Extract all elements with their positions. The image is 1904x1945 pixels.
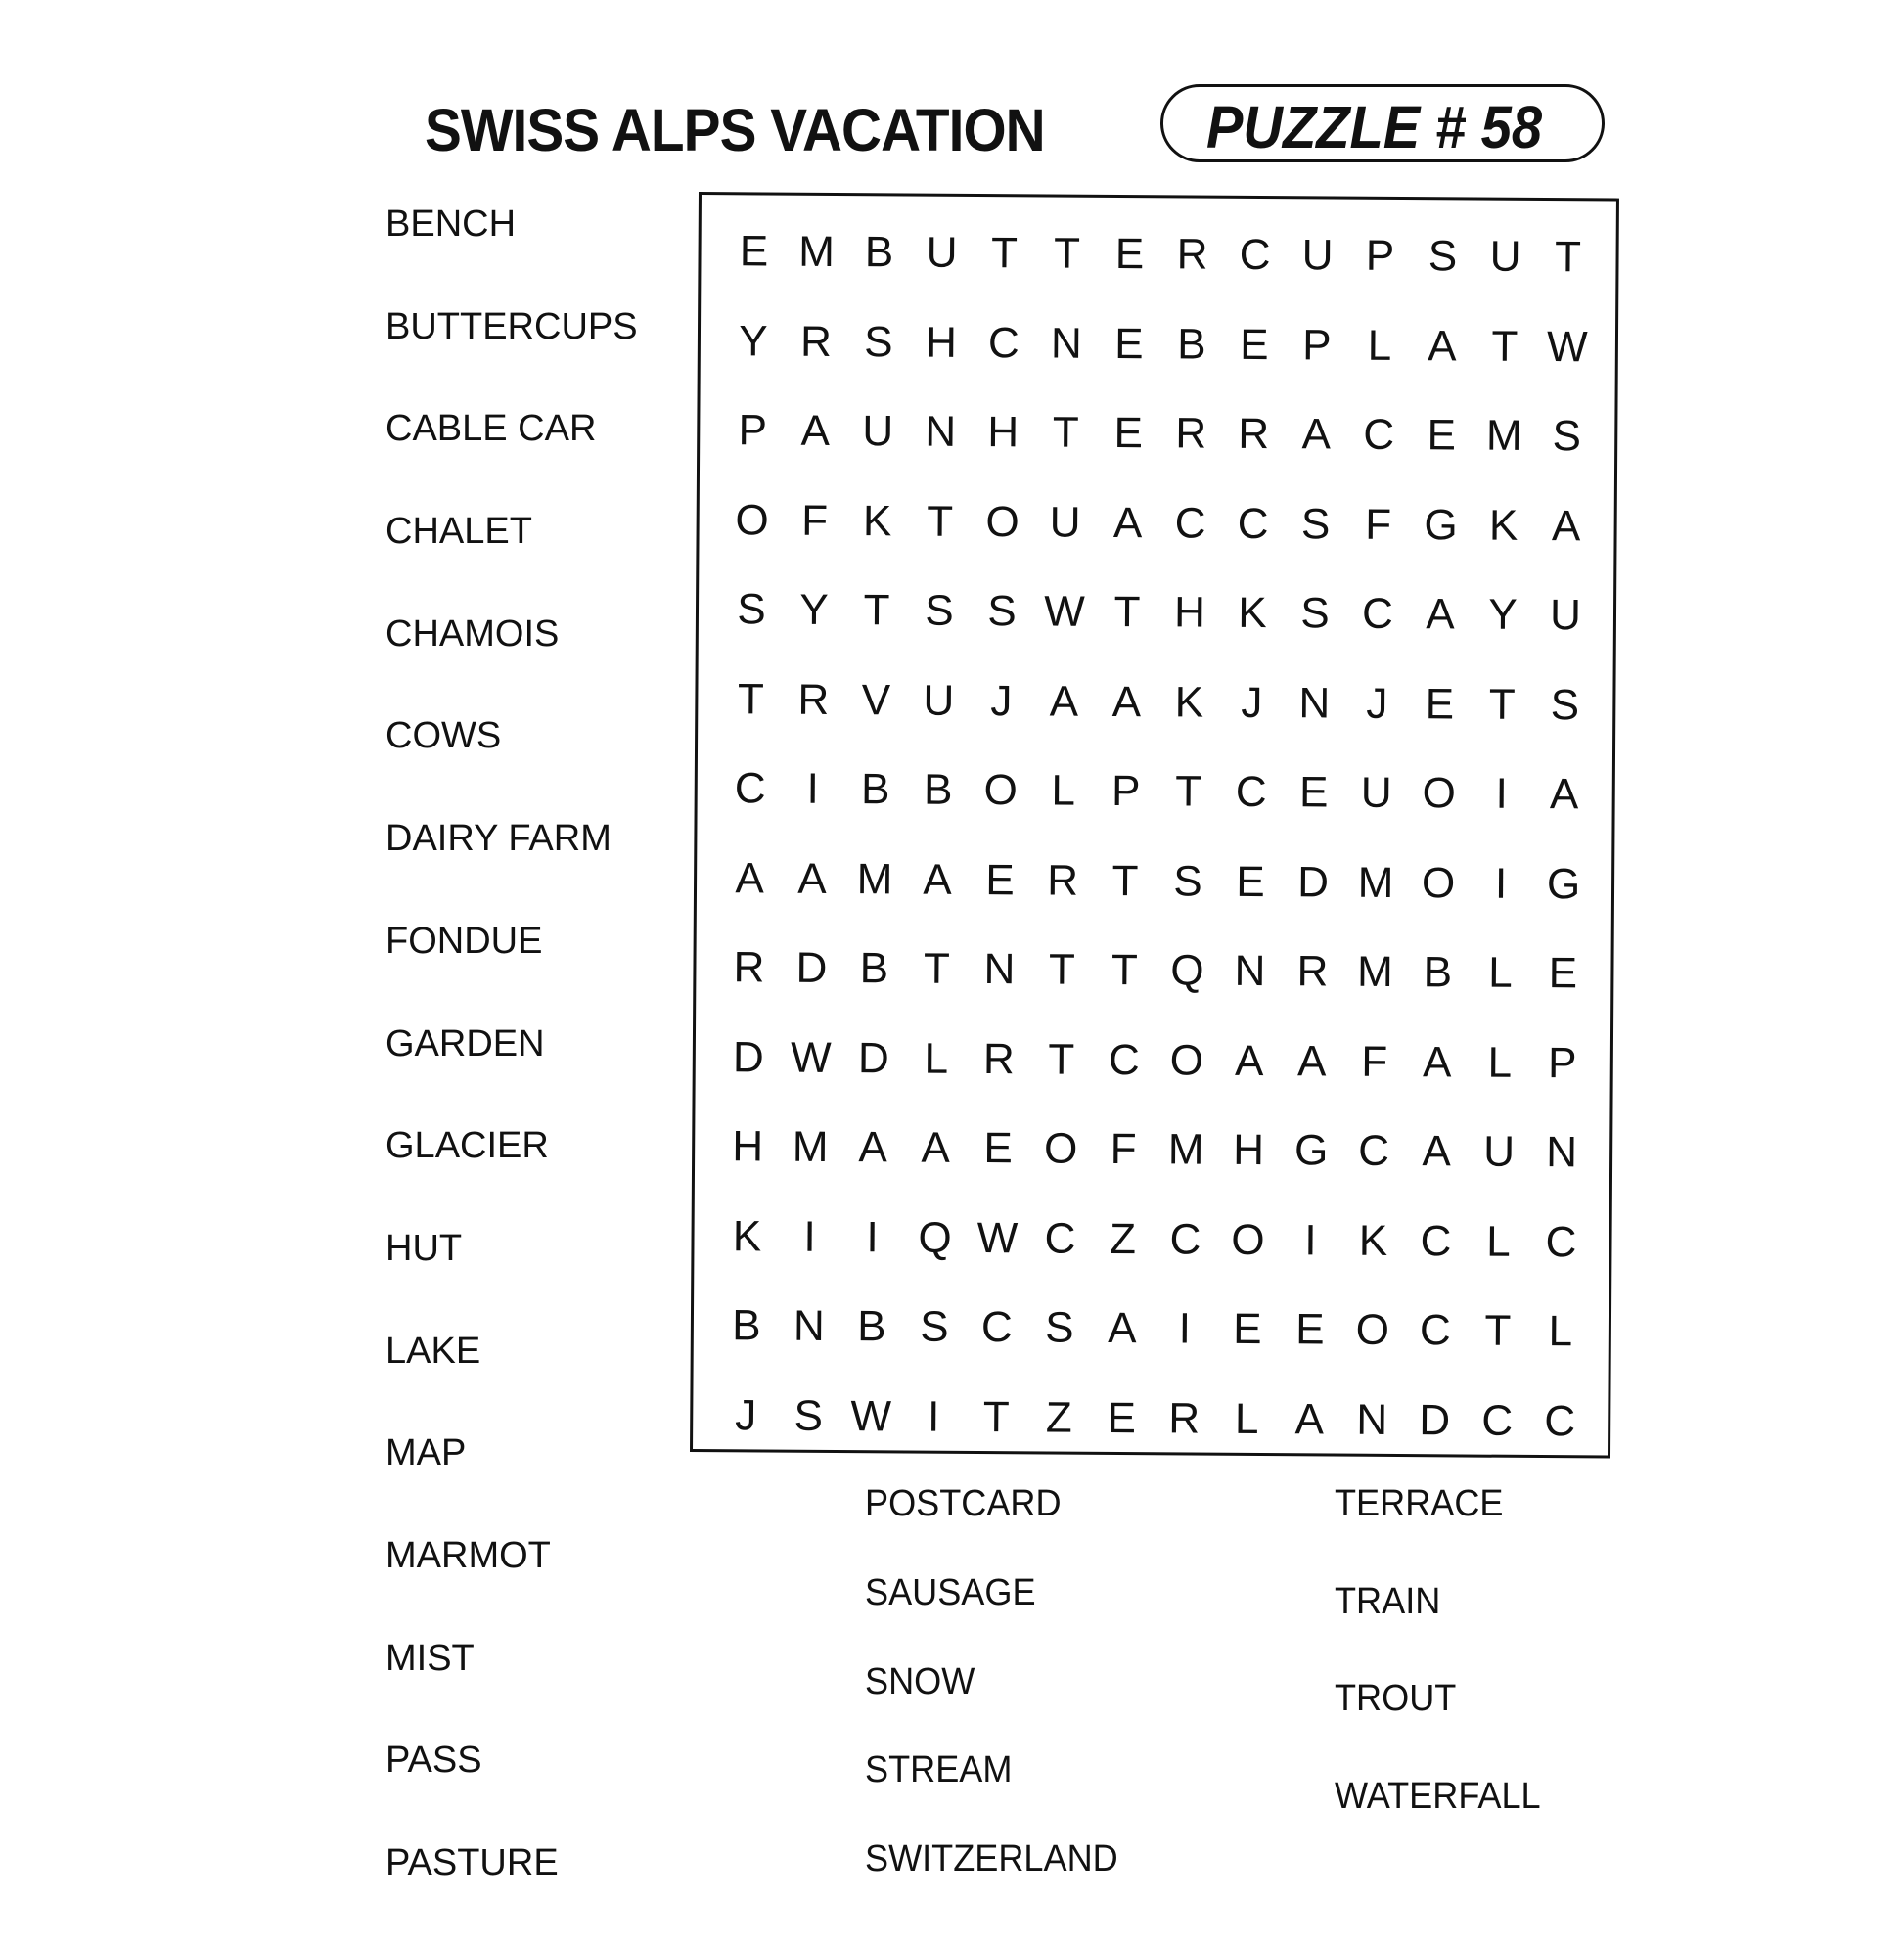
grid-letter[interactable]: C [1169, 1214, 1201, 1264]
grid-letter[interactable]: O [983, 766, 1019, 815]
grid-letter[interactable]: A [1551, 501, 1581, 550]
grid-letter[interactable]: K [862, 496, 892, 545]
grid-letter[interactable]: F [1365, 500, 1392, 549]
grid-letter[interactable]: H [1173, 588, 1206, 637]
grid-letter[interactable]: R [1176, 230, 1208, 279]
grid-letter[interactable]: T [1484, 1306, 1512, 1355]
grid-letter[interactable]: O [1169, 1035, 1204, 1085]
word-list-item: MIST [385, 1637, 475, 1679]
grid-letter[interactable]: N [983, 945, 1016, 994]
grid-letter[interactable]: B [859, 944, 889, 993]
grid-letter[interactable]: F [1110, 1124, 1137, 1174]
grid-letter[interactable]: I [803, 1212, 816, 1261]
grid-letter[interactable]: E [1236, 857, 1265, 906]
grid-letter[interactable]: R [1175, 409, 1207, 458]
word-list-item: CHALET [385, 511, 532, 553]
grid-letter[interactable]: U [1549, 591, 1582, 640]
grid-letter[interactable]: A [1422, 1037, 1452, 1086]
grid-letter[interactable]: A [921, 1123, 951, 1172]
word-list-item: BUTTERCUPS [385, 305, 638, 347]
word-list-item: GLACIER [385, 1125, 549, 1167]
grid-letter[interactable]: E [983, 1124, 1014, 1173]
word-list-item: TROUT [1335, 1678, 1457, 1720]
grid-letter[interactable]: K [1488, 501, 1519, 550]
word-list-item: FONDUE [385, 920, 543, 962]
grid-letter[interactable]: L [924, 1034, 949, 1083]
word-list-item: HUT [385, 1227, 463, 1269]
grid-letter[interactable]: O [1043, 1124, 1078, 1173]
grid-letter[interactable]: Z [1045, 1393, 1072, 1442]
grid-letter[interactable]: L [1367, 321, 1392, 370]
word-search-grid [714, 222, 1600, 1481]
grid-letter[interactable]: A [1422, 1127, 1452, 1176]
grid-letter[interactable]: C [987, 318, 1020, 367]
grid-letter[interactable]: B [860, 765, 890, 814]
grid-letter[interactable]: S [987, 587, 1017, 636]
grid-letter[interactable]: L [1051, 766, 1076, 815]
grid-letter[interactable]: W [790, 1033, 832, 1082]
puzzle-number-label: PUZZLE # 58 [1206, 94, 1543, 160]
grid-letter[interactable]: A [1294, 1394, 1325, 1443]
word-list-item: SNOW [865, 1660, 975, 1702]
grid-letter[interactable]: S [1552, 412, 1582, 461]
grid-letter[interactable]: Y [1488, 590, 1518, 639]
grid-letter[interactable]: C [1420, 1216, 1452, 1265]
grid-letter[interactable]: T [1491, 322, 1519, 371]
grid-letter[interactable]: A [1428, 321, 1457, 370]
word-list-column-1 [385, 204, 638, 1945]
grid-letter[interactable]: D [1419, 1395, 1451, 1444]
word-list-item: PASTURE [385, 1842, 559, 1883]
grid-letter[interactable]: E [1114, 319, 1144, 368]
grid-letter[interactable]: M [1357, 858, 1394, 907]
grid-letter[interactable]: H [732, 1122, 764, 1171]
grid-letter[interactable]: R [1238, 409, 1270, 459]
grid-letter[interactable]: K [1358, 1216, 1388, 1265]
grid-letter[interactable]: B [1423, 948, 1453, 997]
grid-letter[interactable]: J [1241, 678, 1263, 727]
grid-letter[interactable]: Q [1170, 946, 1204, 995]
grid-letter[interactable]: B [732, 1301, 761, 1350]
grid-letter[interactable]: R [1047, 856, 1079, 905]
puzzle-title: SWISS ALPS VACATION [425, 97, 1045, 163]
grid-letter[interactable]: B [857, 1302, 886, 1351]
grid-letter[interactable]: E [1240, 320, 1269, 369]
grid-letter[interactable]: D [795, 943, 828, 992]
word-list-item: MARMOT [385, 1534, 551, 1576]
grid-letter[interactable]: R [797, 675, 830, 724]
grid-letter[interactable]: I [927, 1392, 940, 1441]
grid-letter[interactable]: A [858, 1123, 888, 1172]
grid-letter[interactable]: Q [918, 1213, 952, 1262]
grid-letter[interactable]: A [923, 855, 952, 904]
grid-letter[interactable]: L [1486, 1217, 1511, 1266]
grid-letter[interactable]: C [1481, 1396, 1514, 1445]
grid-letter[interactable]: E [739, 227, 769, 276]
grid-letter[interactable]: M [1167, 1125, 1204, 1174]
grid-letter[interactable]: G [1546, 859, 1581, 908]
grid-letter[interactable]: U [926, 228, 958, 277]
grid-letter[interactable]: N [793, 1301, 825, 1350]
grid-letter[interactable]: E [1298, 768, 1329, 817]
grid-letter[interactable]: T [1048, 1035, 1075, 1084]
grid-letter[interactable]: A [1112, 498, 1143, 547]
grid-letter[interactable]: L [1548, 1307, 1573, 1356]
grid-letter[interactable]: T [1488, 680, 1516, 729]
grid-letter[interactable]: I [866, 1212, 879, 1261]
grid-letter[interactable]: S [1045, 1303, 1074, 1352]
grid-letter[interactable]: P [1365, 231, 1395, 280]
grid-letter[interactable]: N [925, 407, 957, 456]
word-list-item: STREAM [865, 1749, 1013, 1791]
grid-letter[interactable]: C [1544, 1396, 1576, 1445]
grid-letter[interactable]: M [798, 227, 836, 276]
grid-letter[interactable]: T [1554, 233, 1582, 282]
grid-letter[interactable]: D [1297, 857, 1330, 907]
grid-letter[interactable]: G [1293, 1126, 1329, 1175]
grid-letter[interactable]: I [1495, 769, 1509, 818]
word-list-item: MAP [385, 1432, 467, 1474]
grid-letter[interactable]: C [1237, 499, 1269, 548]
grid-letter[interactable]: S [1173, 856, 1202, 906]
grid-letter[interactable]: Y [799, 585, 829, 634]
grid-letter[interactable]: T [1053, 229, 1081, 278]
word-list-item: SAUSAGE [865, 1571, 1036, 1613]
grid-letter[interactable]: A [1296, 1036, 1327, 1085]
grid-letter[interactable]: A [1111, 677, 1142, 726]
grid-letter[interactable]: C [1108, 1035, 1140, 1084]
grid-letter[interactable]: B [864, 228, 894, 277]
grid-letter[interactable]: S [1550, 680, 1580, 729]
grid-letter[interactable]: C [1545, 1217, 1577, 1266]
grid-letter[interactable]: B [923, 765, 953, 814]
word-list-item: BENCH [385, 204, 517, 245]
grid-letter[interactable]: S [793, 1391, 824, 1440]
grid-letter[interactable]: T [990, 229, 1019, 278]
grid-letter[interactable]: M [792, 1122, 829, 1171]
grid-letter[interactable]: A [797, 854, 827, 903]
grid-letter[interactable]: C [734, 764, 766, 813]
grid-letter[interactable]: U [1489, 232, 1521, 281]
puzzle-number-badge [1160, 84, 1605, 162]
word-list-item: LAKE [385, 1330, 481, 1372]
grid-letter[interactable]: Z [1109, 1214, 1137, 1263]
grid-letter[interactable]: O [1355, 1305, 1390, 1354]
word-search-grid-frame [690, 192, 1619, 1459]
word-list-column-3 [1335, 1483, 1552, 1873]
grid-letter[interactable]: T [927, 497, 954, 546]
grid-letter[interactable]: T [1111, 856, 1139, 905]
grid-letter[interactable]: E [1113, 408, 1144, 458]
grid-letter[interactable]: N [1356, 1395, 1388, 1444]
grid-letter[interactable]: C [1419, 1306, 1451, 1355]
grid-letter[interactable]: K [1238, 588, 1267, 638]
grid-letter[interactable]: U [862, 407, 894, 456]
grid-letter[interactable]: T [737, 674, 764, 723]
grid-letter[interactable]: U [1483, 1127, 1516, 1176]
grid-letter[interactable]: C [1358, 1126, 1390, 1175]
grid-letter[interactable]: I [1304, 1215, 1317, 1264]
word-list-item: POSTCARD [865, 1483, 1062, 1524]
grid-letter[interactable]: E [1107, 1393, 1137, 1442]
grid-letter[interactable]: A [735, 853, 764, 902]
word-list-item: GARDEN [385, 1022, 545, 1064]
grid-letter[interactable]: A [1426, 590, 1455, 639]
word-list-item: SWITZERLAND [865, 1838, 1118, 1880]
grid-letter[interactable]: L [1234, 1394, 1259, 1443]
grid-letter[interactable]: C [980, 1303, 1013, 1352]
grid-letter[interactable]: T [1111, 945, 1139, 995]
grid-letter[interactable]: U [1301, 231, 1334, 280]
grid-letter[interactable]: P [1302, 320, 1332, 370]
grid-letter[interactable]: J [735, 1390, 757, 1439]
grid-letter[interactable]: T [923, 944, 951, 993]
grid-letter[interactable]: B [1177, 319, 1206, 369]
grid-letter[interactable]: O [735, 495, 769, 545]
grid-letter[interactable]: S [1428, 232, 1458, 281]
grid-letter[interactable]: A [1108, 1303, 1137, 1353]
grid-letter[interactable]: R [1168, 1393, 1201, 1443]
grid-letter[interactable]: C [1363, 410, 1395, 459]
grid-letter[interactable]: Y [739, 316, 768, 365]
grid-letter[interactable]: S [920, 1302, 949, 1351]
grid-letter[interactable]: U [1049, 498, 1081, 547]
grid-letter[interactable]: T [1113, 587, 1141, 637]
grid-letter[interactable]: N [1234, 946, 1266, 996]
grid-letter[interactable]: E [1233, 1304, 1262, 1354]
grid-letter[interactable]: A [1049, 677, 1079, 726]
grid-letter[interactable]: O [1231, 1215, 1265, 1264]
word-list-item: DAIRY FARM [385, 818, 612, 860]
grid-letter[interactable]: W [850, 1391, 892, 1440]
grid-letter[interactable]: O [985, 497, 1020, 546]
grid-letter[interactable]: C [1044, 1213, 1076, 1263]
grid-letter[interactable]: E [1427, 411, 1457, 460]
grid-letter[interactable]: H [925, 318, 957, 367]
grid-letter[interactable]: P [738, 406, 768, 455]
grid-letter[interactable]: C [1235, 767, 1267, 817]
grid-letter[interactable]: C [1174, 498, 1206, 548]
grid-letter[interactable]: H [1233, 1125, 1265, 1175]
grid-letter[interactable]: R [733, 943, 765, 992]
grid-letter[interactable]: S [737, 585, 766, 634]
grid-letter[interactable]: I [1494, 859, 1508, 908]
word-list-column-2 [865, 1483, 1131, 1927]
grid-letter[interactable]: R [982, 1034, 1015, 1083]
grid-letter[interactable]: D [732, 1032, 764, 1081]
grid-letter[interactable]: N [1546, 1128, 1578, 1177]
grid-letter[interactable]: M [1485, 411, 1522, 460]
grid-letter[interactable]: E [985, 855, 1015, 904]
word-list-item: COWS [385, 715, 502, 757]
grid-letter[interactable]: O [1422, 769, 1457, 818]
grid-letter[interactable]: C [1361, 589, 1394, 638]
grid-letter[interactable]: A [800, 406, 831, 455]
grid-letter[interactable]: N [1050, 319, 1082, 368]
grid-letter[interactable]: G [1424, 500, 1458, 549]
grid-letter[interactable]: A [1549, 770, 1579, 819]
grid-letter[interactable]: P [1547, 1038, 1577, 1087]
grid-letter[interactable]: T [982, 1392, 1010, 1441]
grid-letter[interactable]: S [1300, 589, 1330, 638]
grid-letter[interactable]: E [1425, 679, 1455, 728]
grid-letter[interactable]: R [799, 317, 832, 366]
grid-letter[interactable]: A [1301, 410, 1332, 459]
word-list-item: PASS [385, 1740, 482, 1782]
grid-letter[interactable]: J [990, 676, 1013, 725]
grid-letter[interactable]: A [1234, 1036, 1264, 1085]
grid-letter[interactable]: T [1052, 408, 1079, 457]
word-list-item: CHAMOIS [385, 612, 560, 655]
grid-letter[interactable]: N [1298, 678, 1331, 728]
grid-letter[interactable]: O [1421, 858, 1456, 907]
word-list-item: TERRACE [1335, 1483, 1504, 1524]
grid-letter[interactable]: K [732, 1211, 762, 1260]
grid-letter[interactable]: S [925, 586, 954, 635]
grid-letter[interactable]: P [1111, 766, 1141, 816]
grid-letter[interactable]: F [801, 496, 829, 545]
grid-letter[interactable]: R [1296, 947, 1329, 996]
word-list-item: WATERFALL [1335, 1775, 1541, 1817]
grid-letter[interactable]: M [1356, 947, 1393, 996]
grid-letter[interactable]: I [1178, 1304, 1192, 1353]
grid-letter[interactable]: W [1044, 587, 1085, 636]
grid-letter[interactable]: L [1488, 948, 1513, 997]
grid-letter[interactable]: T [1175, 767, 1202, 816]
grid-letter[interactable]: T [1048, 945, 1076, 994]
word-list-item: TRAIN [1335, 1580, 1441, 1622]
grid-letter[interactable]: H [987, 408, 1020, 457]
grid-letter[interactable]: J [1366, 679, 1388, 728]
grid-letter[interactable]: C [1239, 230, 1271, 280]
grid-letter[interactable]: E [1295, 1305, 1325, 1354]
grid-letter[interactable]: S [1300, 499, 1331, 549]
grid-letter[interactable]: U [1360, 768, 1392, 817]
grid-letter[interactable]: L [1487, 1038, 1513, 1087]
grid-letter[interactable]: T [863, 586, 890, 635]
grid-letter[interactable]: W [976, 1213, 1019, 1262]
grid-letter[interactable]: K [1174, 677, 1204, 727]
grid-letter[interactable]: M [856, 854, 893, 903]
grid-letter[interactable]: S [864, 317, 893, 366]
grid-letter[interactable]: E [1114, 229, 1145, 279]
grid-letter[interactable]: V [861, 675, 891, 724]
grid-letter[interactable]: U [923, 676, 955, 725]
grid-letter[interactable]: F [1361, 1037, 1388, 1086]
grid-letter[interactable]: I [806, 764, 820, 813]
grid-letter[interactable]: W [1546, 322, 1588, 371]
word-list-item: CABLE CAR [385, 408, 597, 450]
grid-letter[interactable]: D [857, 1033, 889, 1082]
grid-letter[interactable]: E [1548, 949, 1578, 998]
